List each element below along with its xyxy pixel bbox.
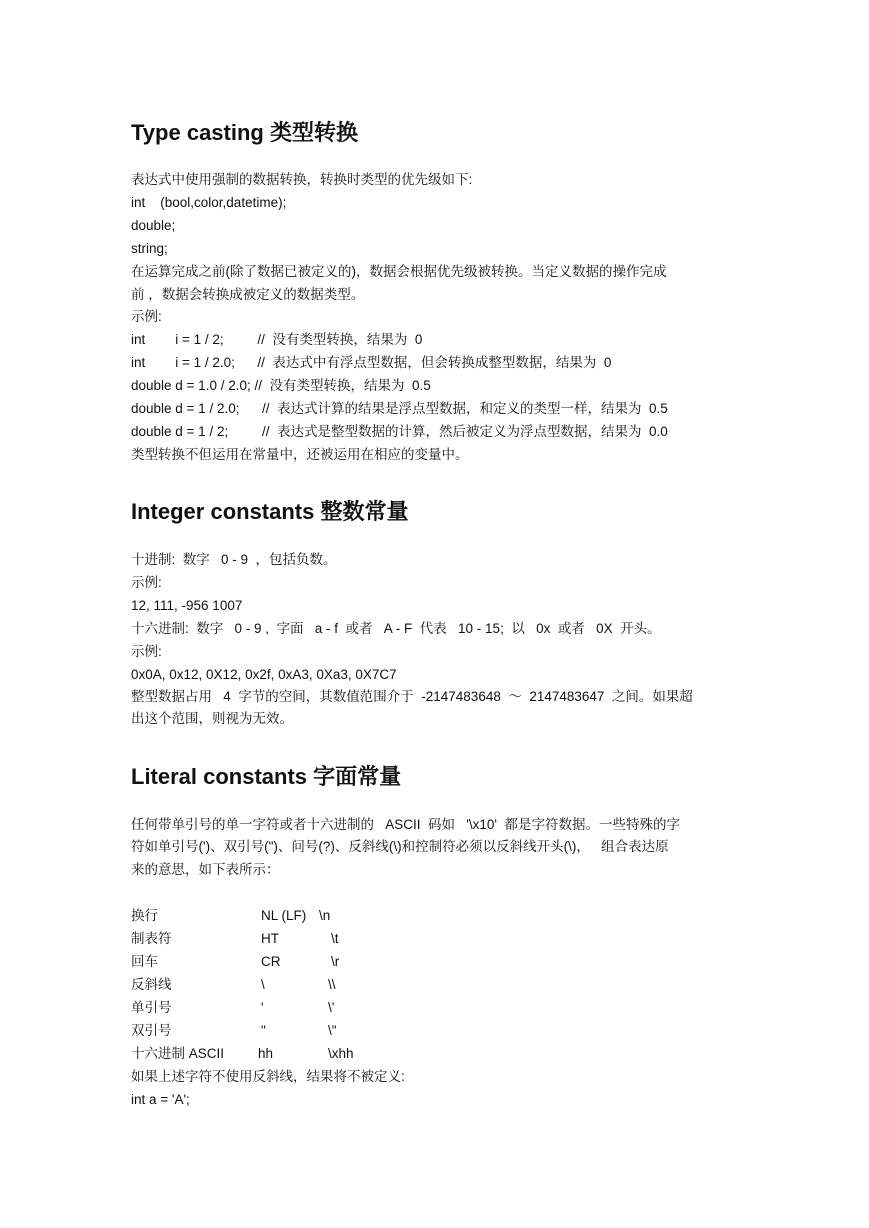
code-line: int a = 'A'; (131, 1092, 190, 1107)
section-heading-type-casting: Type casting 类型转换 (131, 120, 358, 145)
table-cell: \\ (328, 977, 336, 992)
table-cell: 双引号 (131, 1023, 172, 1038)
table-cell: 反斜线 (131, 977, 172, 992)
text-line: 示例: (131, 575, 162, 590)
table-cell: 单引号 (131, 1000, 172, 1015)
text-line: 在运算完成之前(除了数据已被定义的)，数据会根据优先级被转换。当定义数据的操作完成 (131, 264, 667, 279)
table-cell: CR (261, 954, 281, 969)
text-line: 符如单引号(')、双引号(")、问号(?)、反斜线(\)和控制符必须以反斜线开头(\)， 组合表达原 (131, 839, 669, 854)
table-cell: hh (258, 1046, 274, 1061)
text-line: 十进制: 数字 0 - 9 ，包括负数。 (131, 552, 337, 567)
text-line: 示例: (131, 309, 162, 324)
text-line: 前 ，数据会转换成被定义的数据类型。 (131, 287, 365, 302)
table-cell: \ (261, 977, 265, 992)
code-line: double; (131, 218, 176, 233)
table-cell: 换行 (131, 908, 158, 923)
text-line: 十六进制: 数字 0 - 9 , 字面 a - f 或者 A - F 代表 10 - 15; 以 0x 或者 0X 开头。 (131, 621, 661, 636)
table-cell: 制表符 (131, 931, 172, 946)
table-cell: ' (261, 1000, 264, 1015)
text-line: 出这个范围，则视为无效。 (131, 711, 293, 726)
text-line: 示例: (131, 644, 162, 659)
code-line: double d = 1.0 / 2.0; // 没有类型转换，结果为 0.5 (131, 378, 431, 393)
table-cell: " (261, 1023, 266, 1038)
table-cell: \r (331, 954, 340, 969)
text-line: 类型转换不但运用在常量中，还被运用在相应的变量中。 (131, 447, 469, 462)
table-cell: 回车 (131, 954, 158, 969)
text-line: 表达式中使用强制的数据转换，转换时类型的优先级如下: (131, 172, 473, 187)
table-cell: \n (319, 908, 331, 923)
code-line: int i = 1 / 2.0; // 表达式中有浮点型数据，但会转换成整型数据，结果为 0 (131, 355, 612, 370)
section-heading-literal-constants: Literal constants 字面常量 (131, 764, 402, 789)
code-line: double d = 1 / 2.0; // 表达式计算的结果是浮点型数据，和定义的类型一样，结果为 0.5 (131, 401, 668, 416)
text-line: 任何带单引号的单一字符或者十六进制的 ASCII 码如 '\x10' 都是字符数据。一些特殊的字 (131, 817, 680, 832)
code-line: int (bool,color,datetime); (131, 195, 287, 210)
text-line: 如果上述字符不使用反斜线，结果将不被定义: (131, 1069, 405, 1084)
code-line: double d = 1 / 2; // 表达式是整型数据的计算，然后被定义为浮点型数据，结果为 0.0 (131, 424, 668, 439)
table-cell: NL (LF) (261, 908, 307, 923)
table-cell: \' (328, 1000, 335, 1015)
table-cell: \xhh (328, 1046, 354, 1061)
table-cell: HT (261, 931, 279, 946)
code-line: 0x0A, 0x12, 0X12, 0x2f, 0xA3, 0Xa3, 0X7C7 (131, 667, 397, 682)
section-heading-integer-constants: Integer constants 整数常量 (131, 499, 409, 524)
table-cell: 十六进制 ASCII (131, 1046, 225, 1061)
code-line: 12, 111, -956 1007 (131, 598, 243, 613)
table-cell: \t (331, 931, 339, 946)
code-line: int i = 1 / 2; // 没有类型转换，结果为 0 (131, 332, 423, 347)
text-line: 整型数据占用 4 字节的空间，其数值范围介于 -2147483648 ～ 2147483647 之间。如果超 (131, 689, 693, 704)
table-cell: \" (328, 1023, 337, 1038)
code-line: string; (131, 241, 168, 256)
text-line: 来的意思，如下表所示： (131, 862, 280, 877)
